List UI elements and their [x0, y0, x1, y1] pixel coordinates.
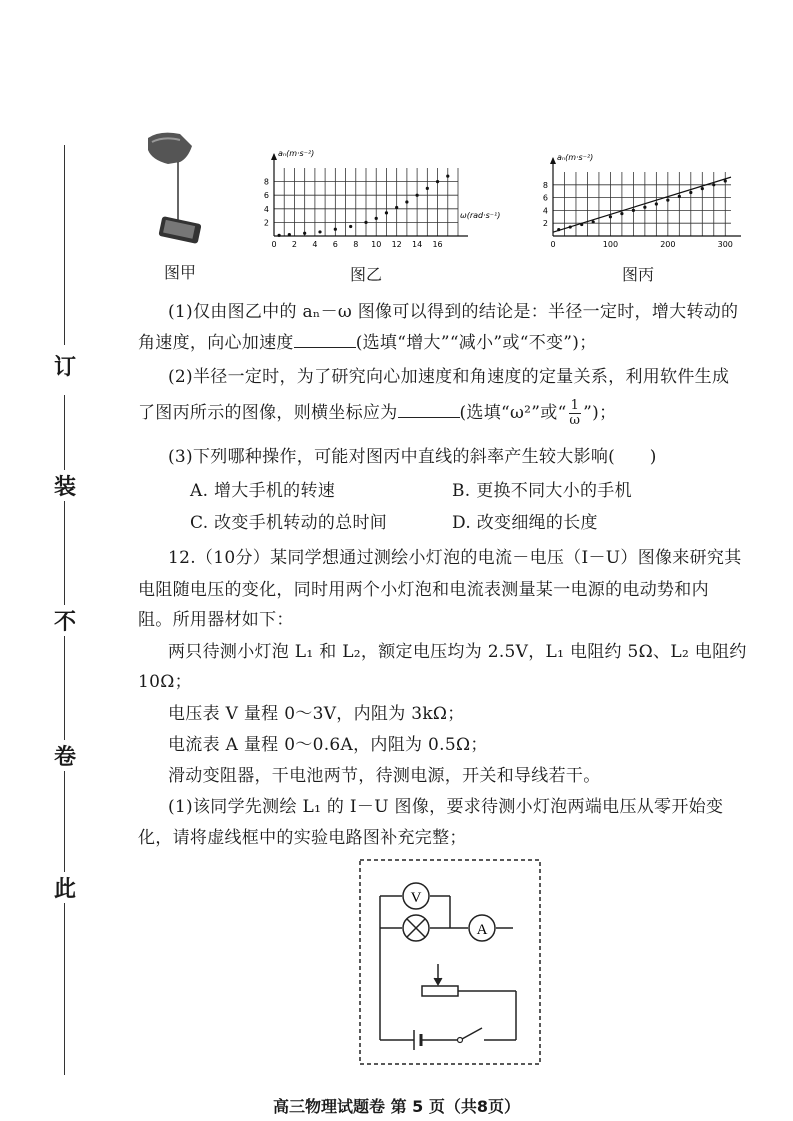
page-footer: 高三物理试题卷 第 5 页（共8页） — [273, 1097, 520, 1116]
x-tick-label: 0 — [550, 240, 556, 249]
data-point — [609, 215, 612, 218]
data-point — [632, 209, 635, 212]
data-point — [416, 194, 419, 197]
y-axis-arrow — [550, 157, 556, 164]
q3-option-c[interactable]: C. 改变手机转动的总时间 — [190, 513, 388, 533]
data-point — [385, 211, 388, 214]
data-point — [655, 202, 658, 205]
data-point — [303, 232, 306, 235]
x-tick-label: 16 — [432, 240, 443, 249]
binding-char: 装 — [52, 470, 78, 501]
y-tick-label: 2 — [542, 219, 548, 229]
q12-line: 阻。所用器材如下： — [138, 610, 294, 630]
figure-bing-caption: 图丙 — [622, 265, 655, 284]
data-point — [689, 191, 692, 194]
x-tick-label: 100 — [602, 240, 619, 249]
chart-yi — [258, 140, 523, 255]
gutter-line — [64, 145, 65, 345]
dashed-box — [360, 860, 540, 1064]
y-tick-label: 2 — [263, 218, 269, 228]
fraction-denominator: ω — [569, 413, 581, 428]
q12-line: 电流表 A 量程 0～0.6A，内阻为 0.5Ω； — [168, 735, 488, 755]
binding-char: 此 — [52, 872, 78, 903]
y-axis-label: aₙ(m·s⁻²) — [557, 153, 594, 162]
data-point — [364, 221, 367, 224]
data-point — [349, 225, 352, 228]
data-point — [701, 187, 704, 190]
data-point — [395, 206, 398, 209]
data-point — [334, 228, 337, 231]
y-axis-arrow — [271, 153, 277, 160]
data-point — [318, 230, 321, 233]
y-tick-label: 6 — [542, 193, 548, 203]
q12-line: 滑动变阻器，干电池两节，待测电源，开关和导线若干。 — [168, 766, 601, 786]
data-point — [724, 179, 727, 182]
x-tick-label: 0 — [271, 240, 277, 249]
y-tick-label: 6 — [263, 191, 269, 201]
answer-blank[interactable] — [294, 333, 356, 348]
q12-line: 两只待测小灯泡 L₁ 和 L₂，额定电压均为 2.5V，L₁ 电阻约 5Ω、L₂ 电阻约 — [168, 642, 747, 662]
x-axis-label: ω(rad·s⁻¹) — [460, 211, 501, 220]
fraction-numerator: 1 — [570, 398, 580, 413]
q12-line: 10Ω； — [138, 672, 192, 692]
y-axis-label: aₙ(m·s⁻²) — [278, 149, 315, 158]
q12-line: 12.（10分）某同学想通过测绘小灯泡的电流－电压（I－U）图像来研究其 — [168, 548, 742, 568]
data-point — [592, 220, 595, 223]
q2-text-b: 了图丙所示的图像，则横坐标应为 — [138, 403, 398, 423]
voltmeter-label: V — [410, 890, 422, 906]
phone-string-figure — [140, 128, 215, 248]
x-tick-label: 14 — [412, 240, 423, 249]
data-point — [375, 217, 378, 220]
q1-text-c: (选填“增大”“减小”或“不变”)； — [355, 333, 597, 353]
fit-line — [553, 177, 731, 232]
x-tick-label: 12 — [391, 240, 402, 249]
data-point — [446, 175, 449, 178]
data-point — [678, 195, 681, 198]
answer-blank[interactable] — [398, 403, 460, 418]
q2-line-a: (2)半径一定时，为了研究向心加速度和角速度的定量关系，利用软件生成 — [168, 367, 730, 387]
rheostat-icon — [422, 986, 458, 996]
figure-jia-caption: 图甲 — [164, 263, 197, 282]
x-tick-label: 10 — [371, 240, 382, 249]
q12-line: 化，请将虚线框中的实验电路图补充完整； — [138, 828, 467, 848]
figure-yi-caption: 图乙 — [350, 265, 383, 284]
binding-char: 订 — [52, 350, 78, 381]
q2-text-d: ”)； — [583, 403, 617, 423]
q12-line: 电阻随电压的变化，同时用两个小灯泡和电流表测量某一电源的电动势和内 — [138, 580, 709, 600]
data-point — [580, 223, 583, 226]
fraction — [569, 399, 582, 428]
q3-option-b[interactable]: B. 更换不同大小的手机 — [452, 481, 632, 501]
x-tick-label: 6 — [332, 240, 338, 249]
ammeter-label: A — [476, 922, 488, 938]
q1-text-b: 角速度，向心加速度 — [138, 333, 294, 353]
binding-char: 不 — [52, 605, 78, 636]
y-tick-label: 8 — [263, 177, 269, 187]
y-tick-label: 4 — [263, 204, 269, 214]
q2-line-b — [138, 398, 616, 428]
q12-line: (1)该同学先测绘 L₁ 的 I－U 图像，要求待测小灯泡两端电压从零开始变 — [168, 797, 724, 817]
q2-text-c: (选填“ω²”或“ — [459, 403, 567, 423]
x-tick-label: 4 — [312, 240, 318, 249]
data-point — [426, 187, 429, 190]
circuit-diagram — [358, 858, 543, 1068]
data-point — [620, 212, 623, 215]
data-point — [278, 234, 281, 237]
x-tick-label: 2 — [291, 240, 297, 249]
x-tick-label: 8 — [353, 240, 359, 249]
data-point — [643, 206, 646, 209]
data-point — [712, 183, 715, 186]
x-tick-label: 300 — [717, 240, 733, 249]
binding-char: 卷 — [52, 740, 78, 771]
data-point — [557, 228, 560, 231]
y-tick-label: 8 — [542, 180, 548, 190]
data-point — [288, 233, 291, 236]
x-tick-label: 200 — [660, 240, 676, 249]
q3-option-d[interactable]: D. 改变细绳的长度 — [452, 513, 598, 533]
chart-bing — [535, 148, 745, 258]
switch-icon — [458, 1038, 463, 1043]
q3-stem: (3)下列哪种操作，可能对图丙中直线的斜率产生较大影响( ) — [168, 447, 657, 467]
data-point — [405, 200, 408, 203]
data-point — [666, 199, 669, 202]
data-point — [436, 180, 439, 183]
y-tick-label: 4 — [542, 206, 548, 216]
data-point — [569, 225, 572, 228]
q3-option-a[interactable]: A. 增大手机的转速 — [190, 481, 336, 501]
q12-line: 电压表 V 量程 0～3V，内阻为 3kΩ； — [168, 704, 465, 724]
q1-line-a: (1)仅由图乙中的 aₙ－ω 图像可以得到的结论是：半径一定时，增大转动的 — [168, 302, 739, 322]
q1-line-b — [138, 328, 597, 353]
